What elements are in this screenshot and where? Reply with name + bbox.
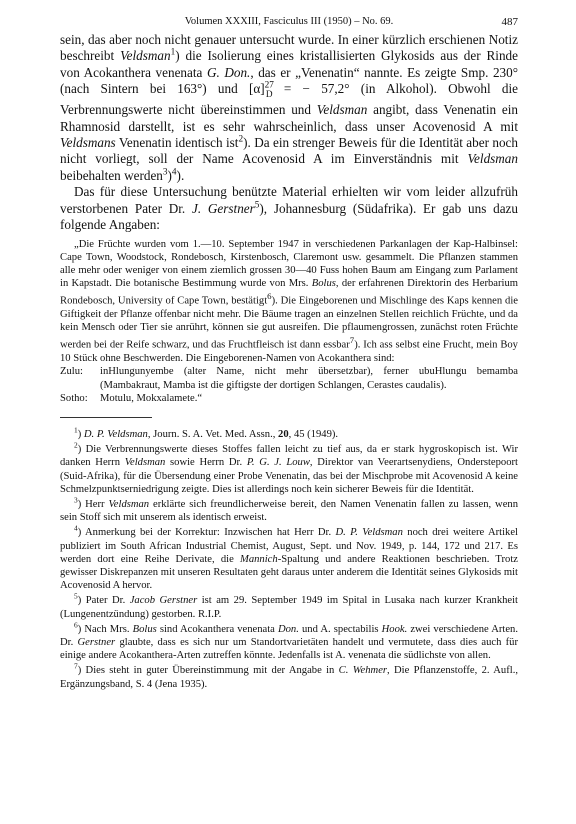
footnote-2: $^2$) Die Verbrennungswerte dieses Stoffes fallen leicht zu tief aus, da er stark hygroskopisch ist. Wir danken Herrn Veldsman sowie Herrn Dr. P. G. J. Louw, Direktor van Veerartsenydiens, Onderstepoort (Suid-Afrika), für die Übersendung einer Probe Venenatin, das bei der Mischprobe mit Acovenosid A keine Schmelzpunktserniedrigung zeigte. Dies ist allerdings noch kein sicherer Beweis für die Identität. — [60, 440, 518, 495]
footnote-ref-4: 4 — [171, 166, 177, 177]
footnote-5: $^5$) Pater Dr. Jacob Gerstner ist am 29. September 1949 im Spital in Lusaka nach kurzer Krankheit (Lungenentzündung) gestorben. R.I.P. — [60, 591, 518, 620]
footnote-7: $^7$) Dies steht in guter Übereinstimmung mit der Angabe in C. Wehmer, Die Pflanzenstoffe, 2. Aufl., Ergänzungsband, S. 4 (Jena 1935). — [60, 661, 518, 690]
footnote-ref-3: 3 — [162, 166, 168, 177]
footnote-6: $^6$) Nach Mrs. Bolus sind Acokanthera venenata Don. und A. spectabilis Hook. zwei verschiedene Arten. Dr. Gerstner glaubte, dass es sich nur um Standortvarietäten handelt und vermutete, dass dies auch für einige andere Acokanthera-Arten zutreffen könnte. Jedenfalls ist A. venenata die südlichste von allen. — [60, 620, 519, 662]
footnotes — [60, 425, 519, 691]
sotho-label: Sotho: — [60, 392, 88, 404]
footnote-ref-6: 6 — [267, 291, 272, 302]
running-title: Volumen XXXIII, Fasciculus III (1950) – No. 69. — [184, 16, 394, 27]
running-header — [60, 12, 518, 32]
quote-paragraph: „Die Früchte wurden vom 1.—10. September 1947 in verschiedenen Parkanlagen der Kap-Halbinsel: Cape Town, Woodstock, Rondebosch, Kirstenbosch, Claremont usw. gesammelt. Die Pflanzen stammen alle mehr oder weniger von einem ziemlich grossen 30—40 Fuss hohen Baum am Eingang zum Parlament in Kapstadt. Die botanische Bestimmung wurde von Mrs. Bolus, der erfahrenen Direktorin des Herbarium Rondebosch, University of Cape Town, bestätigt$^6$). Die Eingeborenen und Mischlinge des Kaps kennen die Giftigkeit der Pflanze offenbar nicht mehr. Die Bäume tragen an einzelnen Stellen reichlich Früchte, und da kein Mensch oder Tier sie anrührt, können sie gut ausreifen. Die pflaumengrossen, zunächst roten Früchte werden bei der Reife schwarz, und das Fruchtfleisch ist dann essbar$^7$). Ich ass selbst eine Frucht, mein Boy 10 Stück ohne Beschwerden. Die Eingeborenen-Namen von Acokanthera sind: — [60, 238, 518, 365]
block-quote-gerstner — [60, 238, 518, 406]
page-number: 487 — [501, 16, 518, 28]
footnote-4: $^4$) Anmerkung bei der Korrektur: Inzwischen hat Herr Dr. D. P. Veldsman noch drei weitere Artikel publiziert im South African Industrial Chemist, August, Sept. und Nov. 1949, p. 144, 172 und 217. Es werden dort eine Reihe Derivate, die Mannich-Spaltung und andere Reaktionen beschrieben. Trotz gewisser Diskrepanzen mit unseren Resultaten geht daraus unter anderem die Identität seines Glykosids mit Acovenosid A hervor. — [60, 523, 519, 592]
footnote-ref-1: 1 — [170, 47, 176, 58]
paragraph-venenatin: sein, das aber noch nicht genauer untersucht wurde. In einer kürzlich erschienen Notiz beschreibt Veldsman$^1$) die Isolierung eines kristallisierten Glykosids aus der Rinde von Acokanthera venenata G. Don., das er „Venenatin“ nannte. Es zeigte Smp. 230° (nach Sintern bei 163°) und $[\alpha]^{27}_D$ = − 57,2° (in Alkohol). Obwohl die Verbrennungswerte nicht übereinstimmen und Veldsman angibt, dass Venenatin ein Rhamnosid darstellt, ist es sehr wahrscheinlich, dass unser Acovenosid A mit Veldsmans Venenatin identisch ist$^2$). Da ein strenger Beweis für die Identität aber noch nicht vorliegt, soll der Name Acovenosid A im Einverständnis mit Veldsman beibehalten werden$^3$)$^4$). — [60, 32, 519, 183]
footnote-ref-2: 2 — [238, 133, 244, 144]
main-text — [60, 32, 518, 234]
footnote-1: $^1$) D. P. Veldsman, Journ. S. A. Vet. Med. Assn., 20, 45 (1949). — [74, 425, 339, 441]
footnote-3: $^3$) Herr Veldsman erklärte sich freundlicherweise bereit, den Namen Venenatin fallen zu lassen, wenn sein Stoff sich mit unserem als identisch erweist. — [60, 495, 519, 524]
journal-page — [60, 12, 518, 693]
footnote-divider — [60, 417, 152, 418]
paragraph-material: Das für diese Untersuchung benützte Material erhielten wir vom leider allzufrüh verstorbenen Pater Dr. J. Gerstner$^5$), Johannesburg (Südafrika). Er gab uns dazu folgende Angaben: — [60, 184, 518, 233]
footnote-ref-5: 5 — [254, 199, 260, 210]
sotho-row — [60, 392, 518, 405]
footnote-ref-7: 7 — [349, 335, 355, 346]
zulu-label: Zulu: — [60, 366, 83, 378]
zulu-row — [60, 365, 518, 391]
zulu-text: inHlungunyembe (alter Name, nicht mehr übersetzbar), ferner ubuHlungu bemamba (Mambakraut, Mamba ist die giftigste der dortigen Schlangen, Cerastes caudalis). — [100, 366, 518, 391]
sotho-text: Motulu, Mokxalamete.“ — [100, 392, 203, 404]
